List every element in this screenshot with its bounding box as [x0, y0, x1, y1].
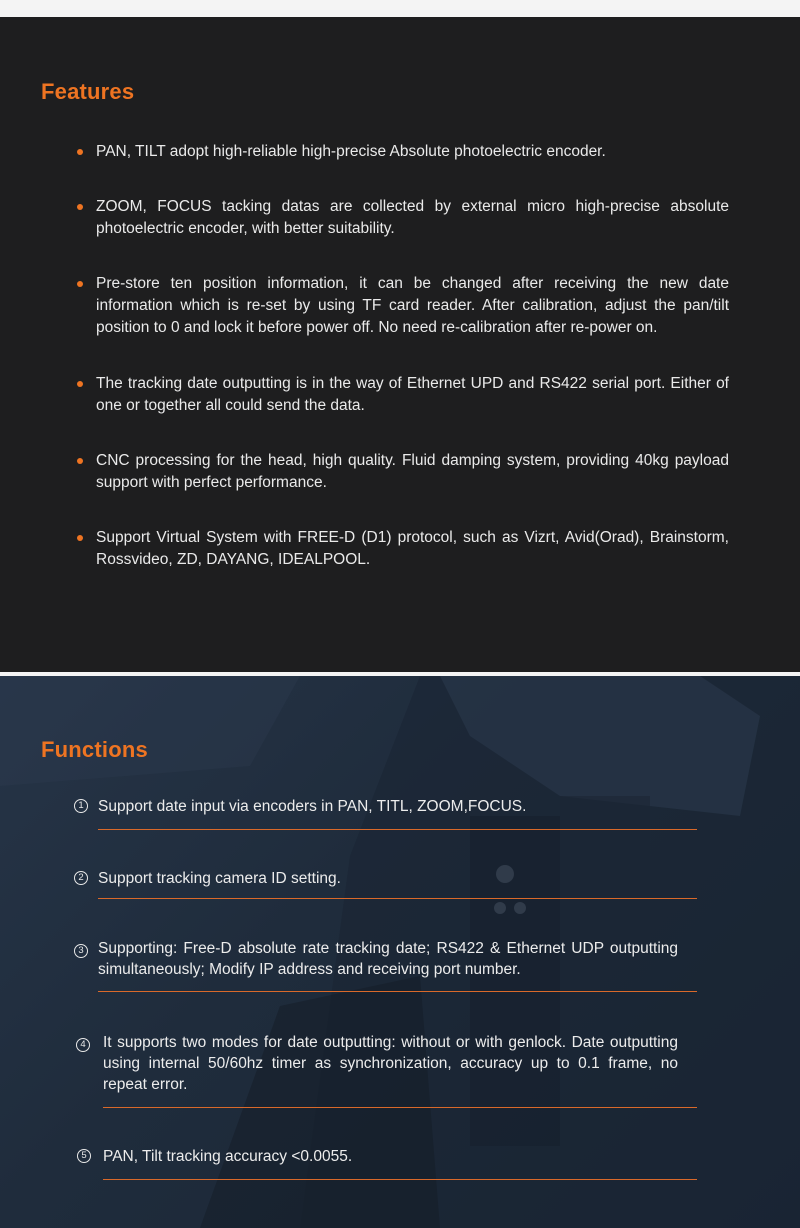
circled-number-icon: 3: [74, 944, 88, 958]
top-strip: [0, 0, 800, 17]
functions-section: [0, 676, 800, 1228]
features-section: [0, 17, 800, 672]
bullet-dot-icon: [77, 149, 83, 155]
circled-number-icon: 5: [77, 1149, 91, 1163]
feature-text: ZOOM, FOCUS tacking datas are collected by external micro high-precise absolute photoelectric encoder, with better suitability.: [96, 198, 729, 237]
bullet-dot-icon: [77, 458, 83, 464]
function-text: PAN, Tilt tracking accuracy <0.0055.: [103, 1148, 353, 1165]
function-text: Support date input via encoders in PAN, TITL, ZOOM,FOCUS.: [98, 798, 527, 815]
bullet-dot-icon: [77, 204, 83, 210]
features-title: Features: [41, 79, 135, 104]
feature-text: Pre-store ten position information, it can be changed after receiving the new date information which is re-set by using TF card reader. After calibration, adjust the pan/tilt position to 0 and lock it before power off. No need re-calibration after re-power on.: [96, 275, 729, 336]
feature-text: The tracking date outputting is in the way of Ethernet UPD and RS422 serial port. Either of one or together all could send the data.: [96, 375, 729, 414]
circled-number-icon: 2: [74, 871, 88, 885]
function-underline: [98, 991, 697, 992]
circled-number-icon: 1: [74, 799, 88, 813]
function-underline: [98, 898, 697, 899]
function-underline: [103, 1179, 697, 1180]
function-underline: [98, 829, 697, 830]
feature-text: Support Virtual System with FREE-D (D1) protocol, such as Vizrt, Avid(Orad), Brainstorm, Rossvideo, ZD, DAYANG, IDEALPOOL.: [96, 529, 729, 568]
function-text: It supports two modes for date outputting: without or with genlock. Date outputting using internal 50/60hz timer as synchronization, accuracy up to 0.1 frame, no repeat error.: [103, 1034, 678, 1093]
bullet-dot-icon: [77, 381, 83, 387]
bullet-dot-icon: [77, 281, 83, 287]
function-text: Supporting: Free-D absolute rate tracking date; RS422 & Ethernet UDP outputting simultaneously; Modify IP address and receiving port number.: [98, 940, 678, 978]
function-underline: [103, 1107, 697, 1108]
function-text: Support tracking camera ID setting.: [98, 870, 341, 887]
circled-number-icon: 4: [76, 1038, 90, 1052]
bullet-dot-icon: [77, 535, 83, 541]
feature-text: CNC processing for the head, high quality. Fluid damping system, providing 40kg payload support with perfect performance.: [96, 452, 729, 491]
functions-title: Functions: [41, 737, 148, 762]
feature-text: PAN, TILT adopt high-reliable high-precise Absolute photoelectric encoder.: [96, 143, 606, 160]
